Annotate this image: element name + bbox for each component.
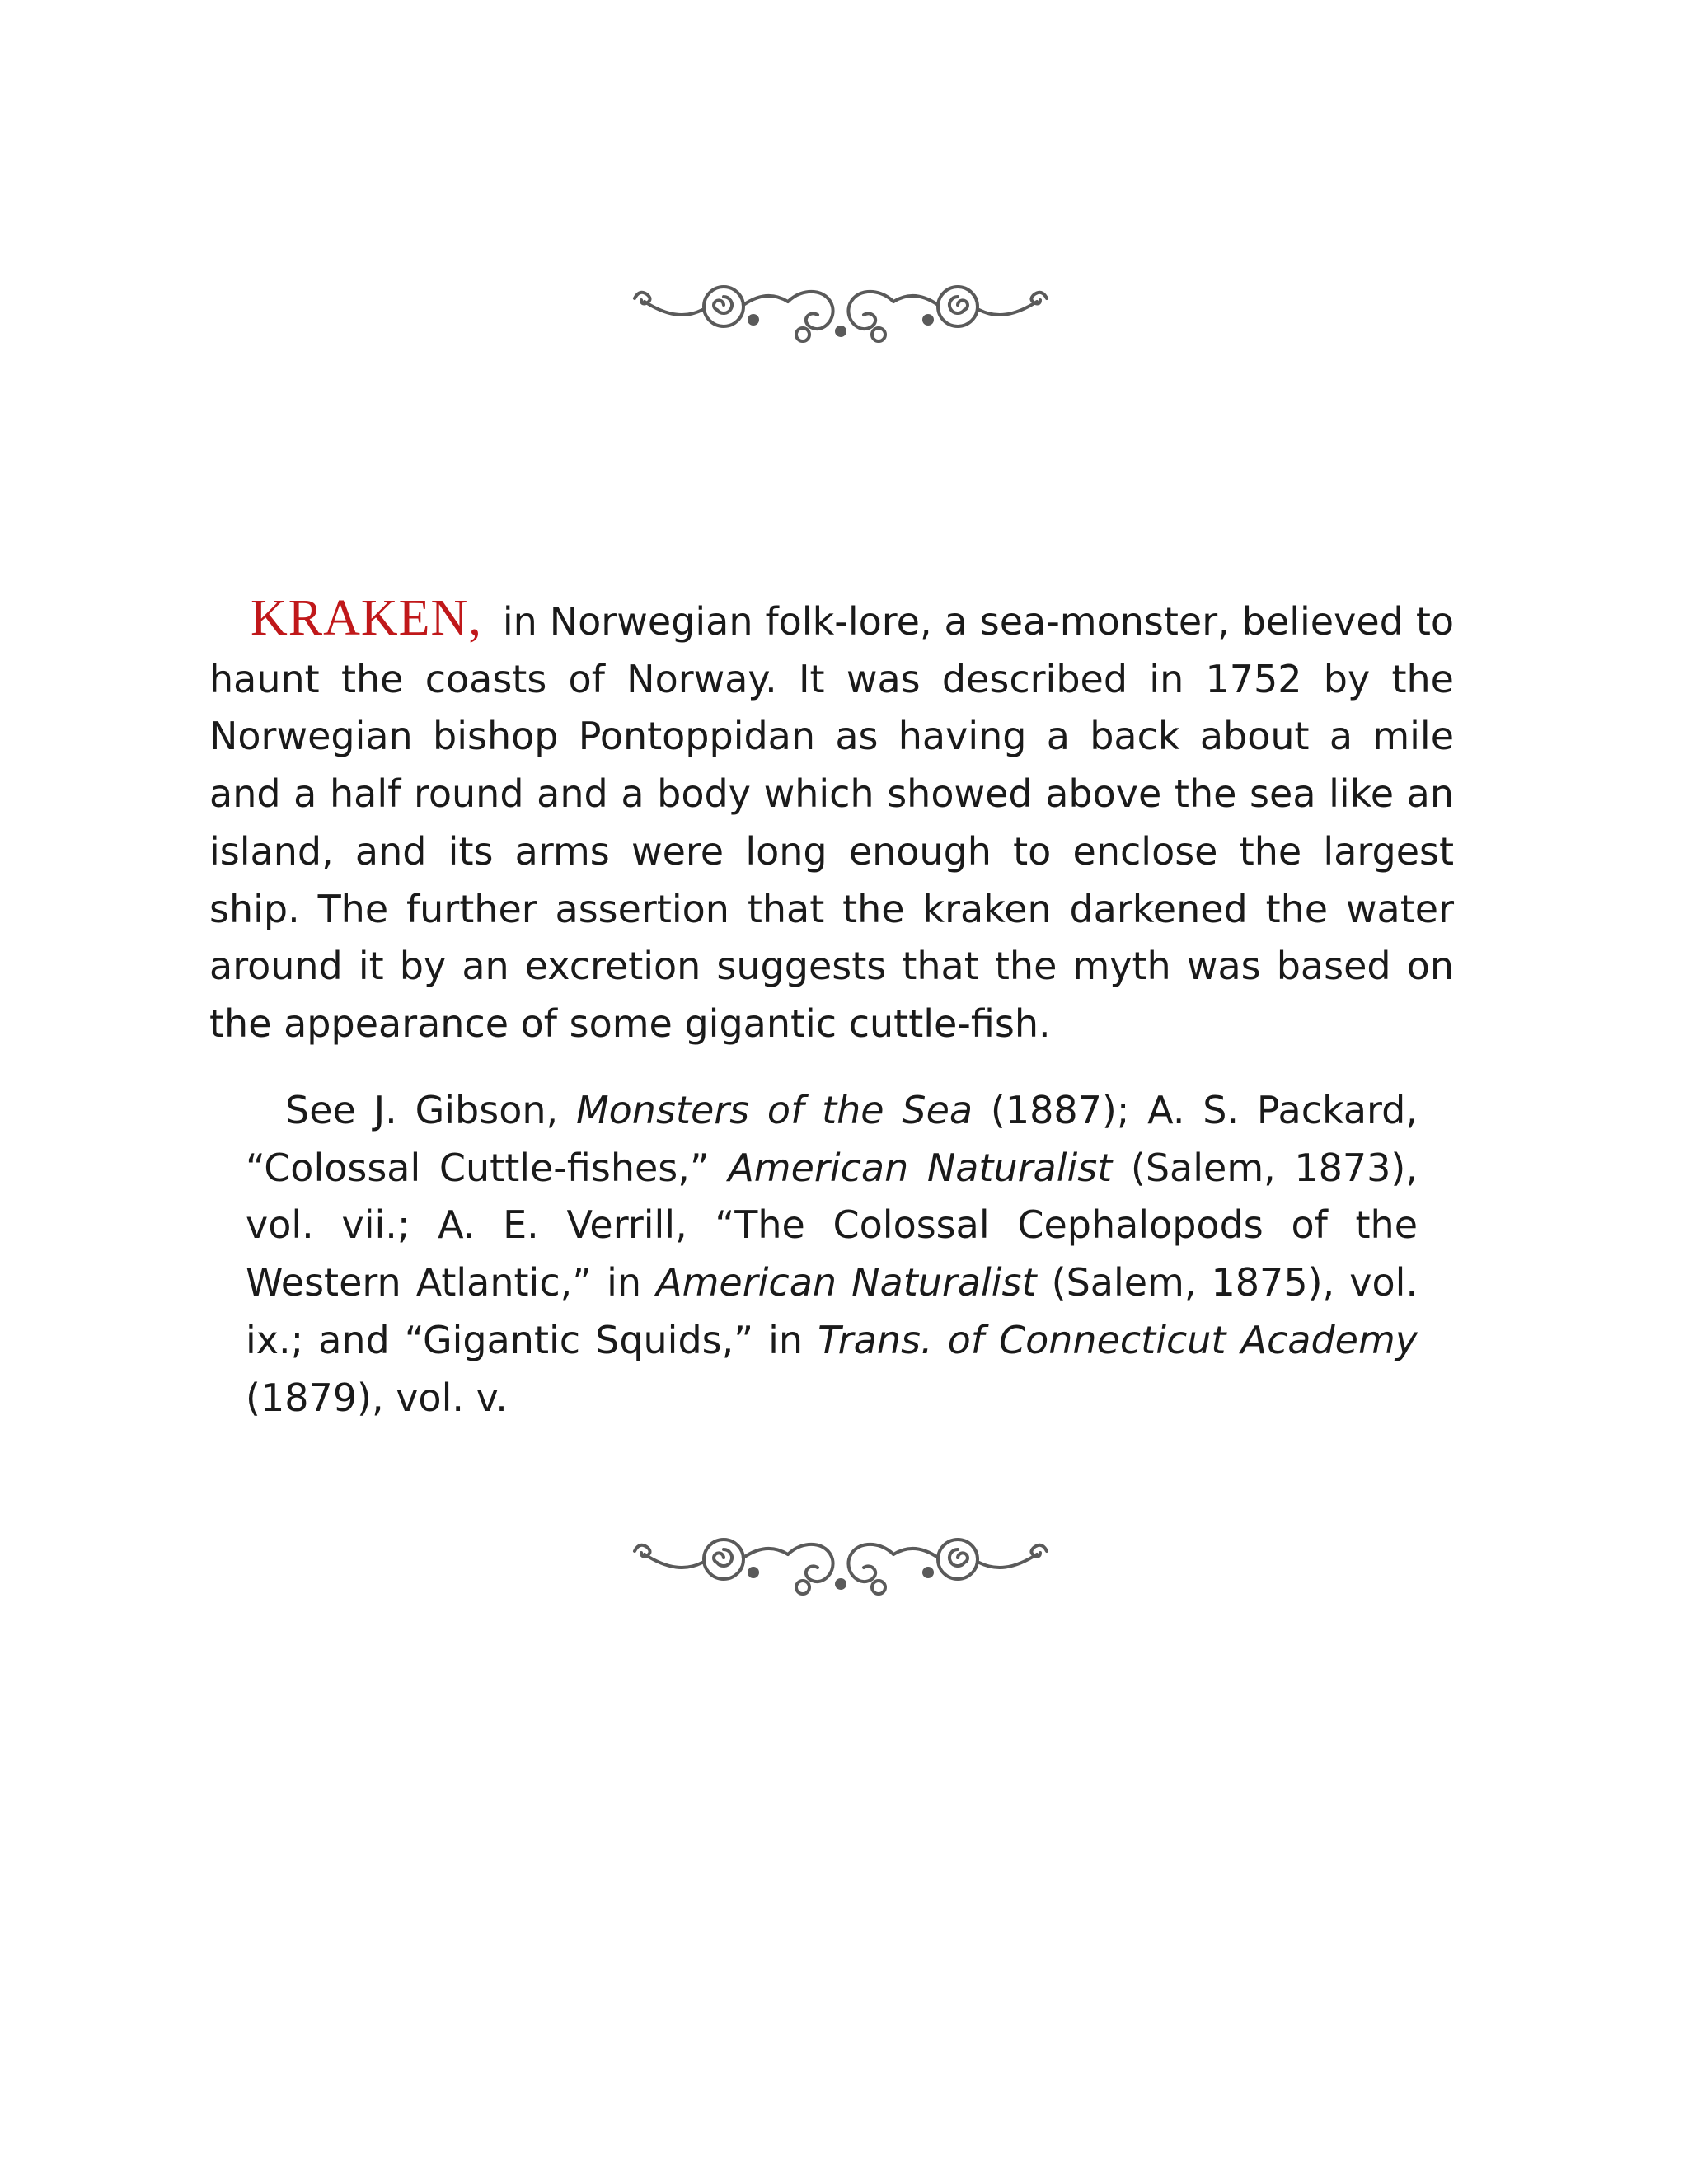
ref-text-2: (1887); A. S. Packard, “Colossal Cuttle-fishes,” <box>246 1088 1418 1190</box>
ref-title-2: American Naturalist <box>728 1145 1113 1190</box>
entry-paragraph <box>209 590 1454 1053</box>
entry-body-text: in Norwegian folk-lore, a sea-monster, believed to haunt the coasts of Norway. It was described in 1752 by the Norwegian bishop Pontoppidan as having a back about a mile and a half round and a body which showed above the sea like an island, and its arms were long enough to enclose the largest ship. The further assertion that the kraken darkened the water around it by an excretion suggests that the myth was based on the appearance of some gigantic cuttle-fish. <box>209 599 1454 1046</box>
entry-headword: KRAKEN, <box>251 590 482 646</box>
scroll-flourish-icon <box>626 1516 1055 1607</box>
ref-text-1: See J. Gibson, <box>285 1088 576 1132</box>
ref-text-4: (Salem, 1875), vol. ix.; and “Gigantic Squids,” in <box>246 1260 1418 1362</box>
ref-title-3: American Naturalist <box>656 1260 1037 1305</box>
ref-text-5: (1879), vol. v. <box>246 1375 508 1420</box>
ref-title-4: Trans. of Connecticut Academy <box>818 1317 1418 1362</box>
bottom-ornament <box>626 1516 1055 1607</box>
ref-text-3: (Salem, 1873), vol. vii.; A. E. Verrill, “The Colossal Cephalopods of the Western Atlantic,” in <box>246 1145 1418 1305</box>
ref-title-1: Monsters of the Sea <box>575 1088 973 1132</box>
scroll-flourish-icon <box>626 264 1055 354</box>
top-ornament <box>626 264 1055 354</box>
references-paragraph <box>246 1082 1418 1427</box>
